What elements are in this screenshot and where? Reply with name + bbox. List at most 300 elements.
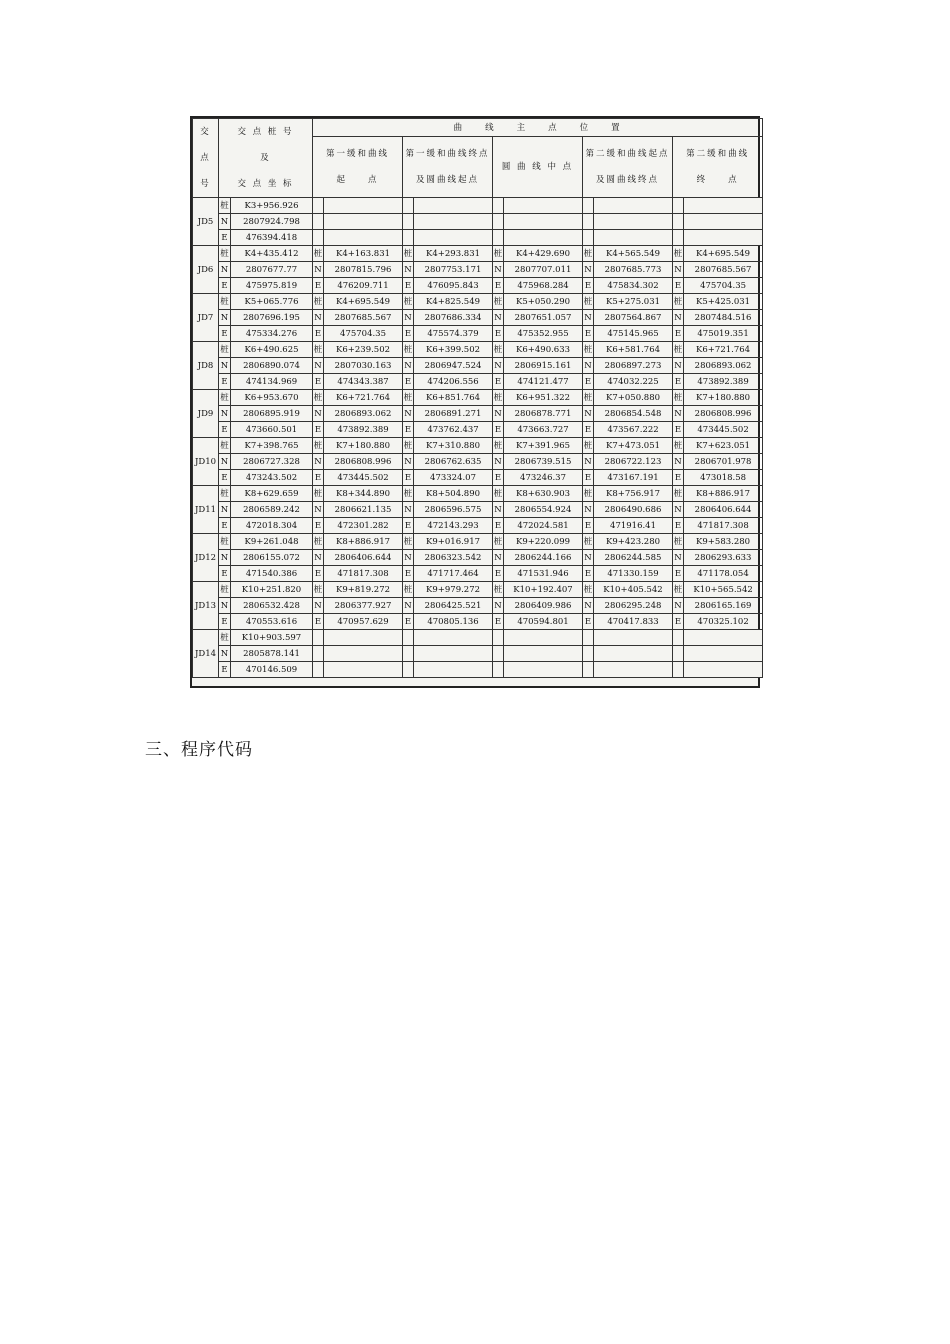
empty-cell (684, 198, 763, 214)
row-tag: 桩 (313, 486, 324, 502)
coord-value: 2806895.919 (231, 406, 313, 422)
coord-value: 2807696.195 (231, 310, 313, 326)
jd-label: JD6 (193, 246, 219, 294)
table-scan-image (190, 116, 760, 688)
point-value: 2806893.062 (684, 358, 763, 374)
point-value: K9+819.272 (324, 582, 403, 598)
row-tag: N (673, 550, 684, 566)
header-coord (219, 119, 313, 198)
empty-cell (583, 646, 594, 662)
empty-cell (313, 214, 324, 230)
header-line: 交 点 桩 号 (237, 127, 294, 137)
coord-value: 470146.509 (231, 662, 313, 678)
header-line: 第二缓和曲线 (686, 149, 750, 160)
row-tag: N (583, 406, 594, 422)
point-value: K5+425.031 (684, 294, 763, 310)
coord-value: K10+903.597 (231, 630, 313, 646)
empty-cell (324, 214, 403, 230)
empty-cell (403, 646, 414, 662)
row-tag: E (493, 422, 504, 438)
jd-label: JD8 (193, 342, 219, 390)
row-tag: E (403, 470, 414, 486)
point-value: 2806244.166 (504, 550, 583, 566)
coord-value: 471540.386 (231, 566, 313, 582)
row-tag: N (313, 598, 324, 614)
coord-value: 2805878.141 (231, 646, 313, 662)
row-tag: E (583, 422, 594, 438)
header-line: 第二缓和曲线起点 (585, 149, 670, 160)
header-group-title: 曲 线 主 点 位 置 (313, 119, 763, 137)
coord-value: 2806155.072 (231, 550, 313, 566)
row-tag: N (673, 598, 684, 614)
row-tag: E (583, 278, 594, 294)
empty-cell (594, 230, 673, 246)
point-value: 2807030.163 (324, 358, 403, 374)
point-value: K4+695.549 (324, 294, 403, 310)
point-value: 475968.284 (504, 278, 583, 294)
point-value: 474206.556 (414, 374, 493, 390)
header-first-spiral-start (313, 137, 403, 198)
row-tag: N (219, 358, 231, 374)
point-value: 2806406.644 (324, 550, 403, 566)
point-value: 2806701.978 (684, 454, 763, 470)
row-tag: N (403, 454, 414, 470)
row-tag: N (219, 310, 231, 326)
row-tag: N (313, 358, 324, 374)
empty-cell (673, 630, 684, 646)
empty-cell (594, 630, 673, 646)
point-value: K7+180.880 (324, 438, 403, 454)
empty-cell (403, 630, 414, 646)
row-tag: 桩 (493, 390, 504, 406)
empty-cell (504, 630, 583, 646)
point-value: 2806878.771 (504, 406, 583, 422)
point-value: 2806165.169 (684, 598, 763, 614)
empty-cell (493, 662, 504, 678)
point-value: 473892.389 (324, 422, 403, 438)
row-tag: E (313, 278, 324, 294)
row-tag: E (673, 518, 684, 534)
row-tag: 桩 (313, 246, 324, 262)
row-tag: E (583, 614, 594, 630)
table-row (193, 662, 763, 678)
point-value: K7+050.880 (594, 390, 673, 406)
row-tag: E (219, 470, 231, 486)
header-line: 点 (200, 153, 211, 163)
row-tag: E (313, 614, 324, 630)
jd-label: JD13 (193, 582, 219, 630)
empty-cell (313, 662, 324, 678)
empty-cell (583, 630, 594, 646)
section-heading: 三、程序代码 (145, 740, 253, 760)
coord-value: 2807677.77 (231, 262, 313, 278)
header-line: 及圆曲线终点 (596, 175, 660, 186)
row-tag: 桩 (583, 582, 594, 598)
empty-cell (673, 230, 684, 246)
point-value: 473324.07 (414, 470, 493, 486)
row-tag: E (219, 278, 231, 294)
point-value: 2807685.567 (684, 262, 763, 278)
empty-cell (414, 198, 493, 214)
table-row (193, 598, 763, 614)
row-tag: 桩 (583, 342, 594, 358)
point-value: 473892.389 (684, 374, 763, 390)
row-tag: E (583, 374, 594, 390)
row-tag: N (673, 262, 684, 278)
coord-value: K3+956.926 (231, 198, 313, 214)
point-value: 473445.502 (684, 422, 763, 438)
point-value: 2807753.171 (414, 262, 493, 278)
table-row (193, 358, 763, 374)
point-value: 471916.41 (594, 518, 673, 534)
header-line: 终 点 (696, 175, 739, 186)
point-value: K8+630.903 (504, 486, 583, 502)
point-value: 475019.351 (684, 326, 763, 342)
point-value: 2807707.011 (504, 262, 583, 278)
row-tag: E (219, 422, 231, 438)
point-value: K9+016.917 (414, 534, 493, 550)
row-tag: 桩 (673, 438, 684, 454)
point-value: 475834.302 (594, 278, 673, 294)
point-value: 2806409.986 (504, 598, 583, 614)
point-value: K5+050.290 (504, 294, 583, 310)
empty-cell (673, 646, 684, 662)
row-tag: N (583, 310, 594, 326)
table-row (193, 470, 763, 486)
row-tag: E (219, 614, 231, 630)
header-line: 交 点 坐 标 (237, 179, 294, 189)
row-tag: E (219, 374, 231, 390)
point-value: K8+344.890 (324, 486, 403, 502)
empty-cell (583, 214, 594, 230)
empty-cell (583, 230, 594, 246)
row-tag: 桩 (403, 390, 414, 406)
coord-value: 473243.502 (231, 470, 313, 486)
table-row (193, 246, 763, 262)
point-value: K10+565.542 (684, 582, 763, 598)
point-value: 473018.58 (684, 470, 763, 486)
table-row (193, 422, 763, 438)
coord-value: K9+261.048 (231, 534, 313, 550)
point-value: K6+490.633 (504, 342, 583, 358)
empty-cell (504, 646, 583, 662)
row-tag: E (673, 614, 684, 630)
jd-label: JD11 (193, 486, 219, 534)
header-jd (193, 119, 219, 198)
row-tag: N (493, 598, 504, 614)
point-value: 2806621.135 (324, 502, 403, 518)
jd-label: JD14 (193, 630, 219, 678)
row-tag: E (493, 614, 504, 630)
row-tag: N (583, 454, 594, 470)
table-row (193, 614, 763, 630)
row-tag: E (219, 566, 231, 582)
coord-value: 473660.501 (231, 422, 313, 438)
row-tag: 桩 (313, 390, 324, 406)
table-row (193, 534, 763, 550)
row-tag: E (673, 470, 684, 486)
row-tag: 桩 (493, 582, 504, 598)
row-tag: 桩 (673, 246, 684, 262)
coord-value: 2807924.798 (231, 214, 313, 230)
point-value: K4+429.690 (504, 246, 583, 262)
row-tag: N (313, 502, 324, 518)
point-value: 475704.35 (324, 326, 403, 342)
empty-cell (594, 662, 673, 678)
jd-label: JD7 (193, 294, 219, 342)
table-row (193, 406, 763, 422)
row-tag: E (313, 422, 324, 438)
row-tag: E (313, 326, 324, 342)
row-tag: 桩 (219, 582, 231, 598)
empty-cell (493, 214, 504, 230)
row-tag: N (403, 598, 414, 614)
point-value: 2806893.062 (324, 406, 403, 422)
point-value: 2806377.927 (324, 598, 403, 614)
row-tag: 桩 (493, 294, 504, 310)
empty-cell (403, 662, 414, 678)
row-tag: E (403, 326, 414, 342)
point-value: 474121.477 (504, 374, 583, 390)
point-value: 2806323.542 (414, 550, 493, 566)
table-row (193, 310, 763, 326)
table-row (193, 262, 763, 278)
point-value: K6+239.502 (324, 342, 403, 358)
point-value: 2806808.996 (324, 454, 403, 470)
empty-cell (504, 214, 583, 230)
point-value: K7+473.051 (594, 438, 673, 454)
point-value: 470594.801 (504, 614, 583, 630)
row-tag: E (493, 470, 504, 486)
header-line: 起 点 (336, 175, 379, 186)
table-row (193, 214, 763, 230)
row-tag: E (493, 278, 504, 294)
empty-cell (313, 630, 324, 646)
row-tag: 桩 (673, 390, 684, 406)
point-value: K10+405.542 (594, 582, 673, 598)
row-tag: E (673, 566, 684, 582)
table-row (193, 278, 763, 294)
point-value: 2807685.773 (594, 262, 673, 278)
point-value: K7+623.051 (684, 438, 763, 454)
table-row (193, 518, 763, 534)
point-value: 2806891.271 (414, 406, 493, 422)
empty-cell (313, 230, 324, 246)
point-value: K7+310.880 (414, 438, 493, 454)
header-row (193, 119, 763, 137)
row-tag: N (403, 550, 414, 566)
point-value: 474343.387 (324, 374, 403, 390)
row-tag: 桩 (493, 246, 504, 262)
table-row (193, 550, 763, 566)
row-tag: N (673, 454, 684, 470)
point-value: 472301.282 (324, 518, 403, 534)
row-tag: 桩 (219, 438, 231, 454)
empty-cell (324, 646, 403, 662)
row-tag: 桩 (583, 294, 594, 310)
point-value: 2806295.248 (594, 598, 673, 614)
row-tag: E (403, 422, 414, 438)
point-value: K10+192.407 (504, 582, 583, 598)
table-row (193, 374, 763, 390)
point-value: 471330.159 (594, 566, 673, 582)
point-value: 473663.727 (504, 422, 583, 438)
point-value: K6+721.764 (324, 390, 403, 406)
row-tag: E (673, 326, 684, 342)
row-tag: E (493, 518, 504, 534)
point-value: 472143.293 (414, 518, 493, 534)
point-value: K7+180.880 (684, 390, 763, 406)
row-tag: 桩 (219, 534, 231, 550)
row-tag: 桩 (403, 534, 414, 550)
point-value: 475574.379 (414, 326, 493, 342)
row-tag: E (493, 374, 504, 390)
jd-label: JD5 (193, 198, 219, 246)
point-value: 473567.222 (594, 422, 673, 438)
table-row (193, 198, 763, 214)
row-tag: 桩 (403, 246, 414, 262)
header-line: 交 (200, 127, 211, 137)
point-value: 476095.843 (414, 278, 493, 294)
point-value: 2807815.796 (324, 262, 403, 278)
point-value: 476209.711 (324, 278, 403, 294)
row-tag: 桩 (583, 438, 594, 454)
point-value: 475704.35 (684, 278, 763, 294)
point-value: 471817.308 (684, 518, 763, 534)
coord-value: 475334.276 (231, 326, 313, 342)
row-tag: N (673, 502, 684, 518)
empty-cell (684, 662, 763, 678)
empty-cell (684, 646, 763, 662)
row-tag: N (219, 550, 231, 566)
row-tag: 桩 (673, 534, 684, 550)
row-tag: 桩 (219, 294, 231, 310)
point-value: 474032.225 (594, 374, 673, 390)
point-value: K9+979.272 (414, 582, 493, 598)
point-value: 472024.581 (504, 518, 583, 534)
row-tag: N (493, 406, 504, 422)
point-value: 475145.965 (594, 326, 673, 342)
row-tag: E (219, 326, 231, 342)
row-tag: N (583, 598, 594, 614)
table-row (193, 342, 763, 358)
row-tag: E (313, 518, 324, 534)
empty-cell (324, 198, 403, 214)
point-value: 2806897.273 (594, 358, 673, 374)
jd-label: JD10 (193, 438, 219, 486)
row-tag: E (313, 566, 324, 582)
row-tag: 桩 (583, 246, 594, 262)
point-value: K4+825.549 (414, 294, 493, 310)
row-tag: 桩 (673, 486, 684, 502)
coord-value: K8+629.659 (231, 486, 313, 502)
row-tag: E (493, 326, 504, 342)
header-second-spiral-end (673, 137, 763, 198)
header-line: 及圆曲线起点 (416, 175, 480, 186)
row-tag: N (493, 358, 504, 374)
point-value: 470805.136 (414, 614, 493, 630)
point-value: 2806554.924 (504, 502, 583, 518)
row-tag: 桩 (219, 198, 231, 214)
point-value: K6+721.764 (684, 342, 763, 358)
row-tag: N (219, 646, 231, 662)
empty-cell (673, 214, 684, 230)
row-tag: 桩 (493, 342, 504, 358)
coord-value: 476394.418 (231, 230, 313, 246)
point-value: 473445.502 (324, 470, 403, 486)
row-tag: 桩 (583, 486, 594, 502)
row-tag: E (313, 374, 324, 390)
row-tag: N (583, 550, 594, 566)
header-second-spiral-start (583, 137, 673, 198)
row-tag: N (403, 502, 414, 518)
row-tag: E (493, 566, 504, 582)
coord-value: K4+435.412 (231, 246, 313, 262)
coord-value: 2806727.328 (231, 454, 313, 470)
empty-cell (673, 198, 684, 214)
row-tag: E (219, 230, 231, 246)
empty-cell (493, 630, 504, 646)
row-tag: 桩 (583, 534, 594, 550)
header-first-spiral-end (403, 137, 493, 198)
point-value: 2806915.161 (504, 358, 583, 374)
row-tag: 桩 (493, 534, 504, 550)
table-row (193, 438, 763, 454)
row-tag: 桩 (403, 486, 414, 502)
empty-cell (493, 646, 504, 662)
row-tag: 桩 (673, 342, 684, 358)
row-tag: N (403, 310, 414, 326)
row-tag: 桩 (219, 486, 231, 502)
row-tag: 桩 (403, 294, 414, 310)
jd-label: JD9 (193, 390, 219, 438)
point-value: K9+583.280 (684, 534, 763, 550)
empty-cell (594, 198, 673, 214)
row-tag: 桩 (219, 342, 231, 358)
row-tag: 桩 (403, 438, 414, 454)
row-tag: E (583, 326, 594, 342)
row-tag: 桩 (313, 294, 324, 310)
row-tag: E (219, 662, 231, 678)
row-tag: 桩 (313, 438, 324, 454)
row-tag: N (313, 550, 324, 566)
row-tag: N (403, 406, 414, 422)
header-circle-mid (493, 137, 583, 198)
point-value: K6+581.764 (594, 342, 673, 358)
point-value: 473167.191 (594, 470, 673, 486)
row-tag: E (673, 374, 684, 390)
row-tag: N (219, 406, 231, 422)
point-value: 2806596.575 (414, 502, 493, 518)
empty-cell (504, 198, 583, 214)
point-value: K9+220.099 (504, 534, 583, 550)
row-tag: N (493, 550, 504, 566)
coord-value: 2806890.074 (231, 358, 313, 374)
point-value: K7+391.965 (504, 438, 583, 454)
row-tag: N (219, 454, 231, 470)
empty-cell (673, 662, 684, 678)
empty-cell (403, 198, 414, 214)
point-value: 2806490.686 (594, 502, 673, 518)
empty-cell (414, 214, 493, 230)
point-value: 2807484.516 (684, 310, 763, 326)
point-value: 471817.308 (324, 566, 403, 582)
table-row (193, 502, 763, 518)
empty-cell (684, 214, 763, 230)
row-tag: E (403, 374, 414, 390)
row-tag: 桩 (673, 294, 684, 310)
table-row (193, 646, 763, 662)
